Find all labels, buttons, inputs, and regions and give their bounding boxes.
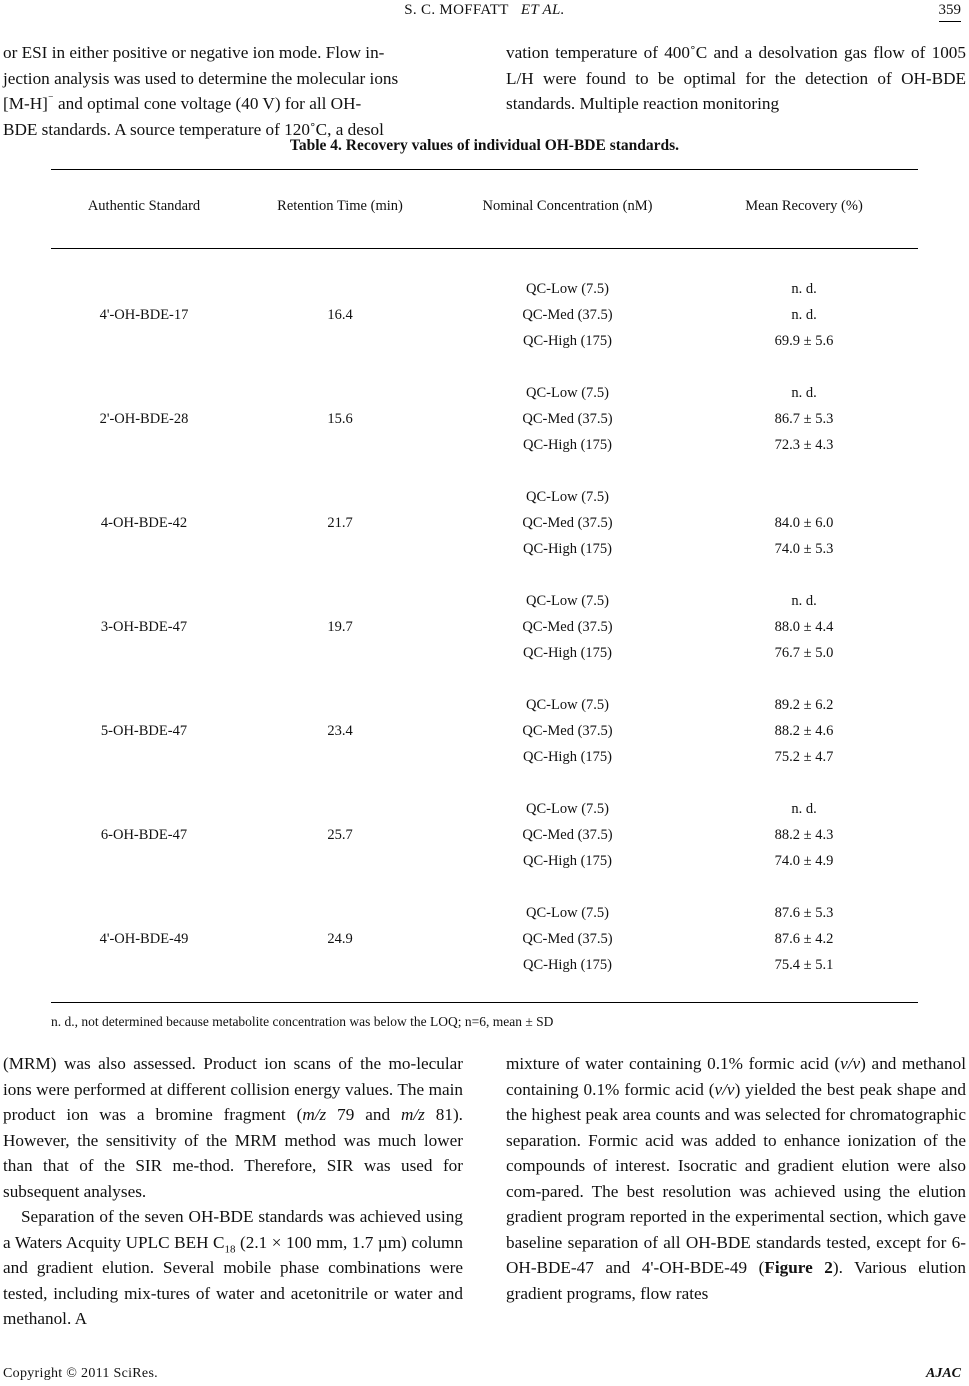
table-cell-concentration: QC-High (175) (522, 437, 612, 453)
table-cell-recovery: 74.0 ± 4.9 (774, 853, 834, 869)
table-cell-concentration: QC-Med (37.5) (522, 827, 613, 843)
text-line: jection analysis was used to determine the molecular ions (3, 68, 399, 88)
table-cell-standard: 4'-OH-BDE-17 (99, 307, 189, 323)
table-header-standard: Authentic Standard (87, 198, 201, 214)
table-cell-recovery: 75.2 ± 4.7 (774, 749, 834, 765)
table-cell-concentration: QC-High (175) (522, 957, 612, 973)
bottom-left-column (3, 1051, 463, 1332)
table-cell-recovery: 87.6 ± 5.3 (774, 905, 834, 921)
table-cell-concentration: QC-Med (37.5) (522, 515, 613, 531)
table-top-rule (51, 169, 918, 170)
running-header (0, 2, 969, 19)
table-cell-recovery: 89.2 ± 6.2 (774, 697, 834, 713)
table-cell-retention: 15.6 (327, 411, 353, 427)
table-cell-recovery: 69.9 ± 5.6 (774, 333, 834, 349)
table-footnote: n. d., not determined because metabolite concentration was below the LOQ; n=6, mean ± SD (51, 1014, 554, 1029)
journal-abbreviation: AJAC (925, 1366, 961, 1381)
table-cell-recovery: n. d. (791, 593, 817, 609)
table-cell-standard: 3-OH-BDE-47 (100, 619, 188, 635)
text-line: [M-H]⁻ and optimal cone voltage (40 V) for all OH- (3, 93, 362, 113)
table-cell-concentration: QC-Med (37.5) (522, 723, 613, 739)
table-cell-concentration: QC-Low (7.5) (526, 697, 609, 713)
table-cell-recovery: 88.2 ± 4.3 (774, 827, 834, 843)
table-cell-standard: 4-OH-BDE-42 (100, 515, 188, 531)
table-cell-retention: 16.4 (327, 307, 353, 323)
table-cell-concentration: QC-High (175) (522, 541, 612, 557)
table-caption: Table 4. Recovery values of individual OH-BDE standards. (289, 137, 680, 154)
paragraph: vation temperature of 400˚C and a desolvation gas flow of 1005 L/H were found to be optimal for the detection of OH-BDE standards. Multiple reaction monitoring (506, 43, 966, 113)
text-line: BDE standards. A source temperature of 120˚C, a desol (3, 119, 384, 139)
table-cell-concentration: QC-Low (7.5) (526, 905, 609, 921)
table-cell-recovery: 84.0 ± 6.0 (774, 515, 834, 531)
table-cell-concentration: QC-Med (37.5) (522, 619, 613, 635)
table-cell-recovery: n. d. (791, 385, 817, 401)
table-cell-retention: 25.7 (327, 827, 353, 843)
table-cell-standard: 5-OH-BDE-47 (100, 723, 188, 739)
table-cell-concentration: QC-Low (7.5) (526, 801, 609, 817)
copyright-notice: Copyright © 2011 SciRes. (3, 1366, 158, 1381)
top-right-column (506, 40, 966, 117)
table-cell-recovery: 75.4 ± 5.1 (774, 957, 834, 973)
paragraph: (MRM) was also assessed. Product ion scans of the mo-lecular ions were performed at different collision energy values. The main product ion was a bromine fragment (m/z 79 and m/z 81). However, the sensitivity of the MRM method was much lower than that of the SIR me-thod. Therefore, SIR was used for subsequent analyses. (3, 1054, 463, 1201)
table-cell-recovery: n. d. (791, 801, 817, 817)
table-cell-recovery: 86.7 ± 5.3 (774, 411, 834, 427)
table-cell-concentration: QC-Med (37.5) (522, 411, 613, 427)
table-cell-concentration: QC-High (175) (522, 853, 612, 869)
table-cell-concentration: QC-Low (7.5) (526, 489, 609, 505)
table-cell-concentration: QC-Low (7.5) (526, 385, 609, 401)
table-cell-standard: 6-OH-BDE-47 (100, 827, 188, 843)
page-number: 359 (938, 2, 961, 18)
table-cell-concentration: QC-High (175) (522, 645, 612, 661)
table-cell-recovery: 88.0 ± 4.4 (774, 619, 834, 635)
header-author: S. C. MOFFATT (404, 2, 509, 18)
table-cell-retention: 19.7 (327, 619, 353, 635)
table-cell-standard: 4'-OH-BDE-49 (99, 931, 189, 947)
bottom-right-column (506, 1051, 966, 1306)
table-cell-recovery: 88.2 ± 4.6 (774, 723, 834, 739)
table-cell-concentration: QC-Med (37.5) (522, 931, 613, 947)
table-header-concentration: Nominal Concentration (nM) (482, 198, 653, 214)
table-cell-recovery: n. d. (791, 281, 817, 297)
table-cell-standard: 2'-OH-BDE-28 (99, 411, 189, 427)
table-cell-concentration: QC-High (175) (522, 333, 612, 349)
table-cell-recovery: 87.6 ± 4.2 (774, 931, 834, 947)
top-left-column (3, 40, 463, 142)
table-cell-retention: 24.9 (327, 931, 353, 947)
table-cell-recovery: n. d. (791, 307, 817, 323)
header-etal: ET AL. (520, 2, 565, 18)
paragraph: mixture of water containing 0.1% formic acid (v/v) and methanol containing 0.1% formic acid (v/v) yielded the best peak shape and the highest peak area counts and was selected for chromatographic separation. Formic acid was added to enhance ionization of the compounds of interest. Isocratic and gradient elution were also com-pared. The best resolution was achieved using the elution gradient program reported in the experimental section, which gave baseline separation of all OH-BDE standards tested, except for 6-OH-BDE-47 and 4'-OH-BDE-49 (Figure 2). Various elution gradient programs, flow rates (506, 1054, 966, 1303)
table-cell-recovery: 72.3 ± 4.3 (774, 437, 834, 453)
table-bottom-rule (51, 1002, 918, 1003)
table-header-recovery: Mean Recovery (%) (745, 198, 863, 214)
table-cell-retention: 21.7 (327, 515, 353, 531)
table-cell-retention: 23.4 (327, 723, 353, 739)
table-cell-concentration: QC-Med (37.5) (522, 307, 613, 323)
paragraph: Separation of the seven OH-BDE standards was achieved using a Waters Acquity UPLC BEH $C_{18}$ (2.1 × 100 mm, 1.7 µm) column and gradient elution. Several mobile phase combinations were tested, including mix-tures of water and acetonitrile or water and methanol. A (3, 1207, 463, 1328)
page-number-underline (939, 21, 961, 22)
table-header-retention: Retention Time (min) (277, 198, 403, 214)
table-cell-concentration: QC-Low (7.5) (526, 593, 609, 609)
table-cell-concentration: QC-Low (7.5) (526, 281, 609, 297)
text-line: or ESI in either positive or negative ion mode. Flow in- (3, 43, 385, 62)
table-cell-concentration: QC-High (175) (522, 749, 612, 765)
table-header-rule (51, 248, 918, 249)
table-cell-recovery: 74.0 ± 5.3 (774, 541, 834, 557)
table-cell-recovery: 76.7 ± 5.0 (774, 645, 834, 661)
